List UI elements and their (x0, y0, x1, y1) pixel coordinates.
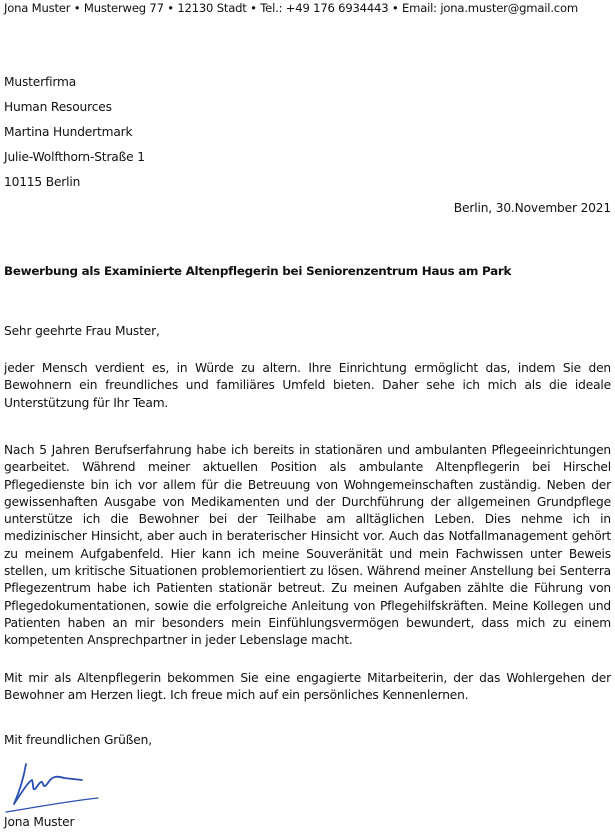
sender-line: Jona Muster • Musterweg 77 • 12130 Stadt • Tel.: +49 176 6934443 • Email: jona.muster@gmail.com (4, 1, 578, 15)
closing-phrase: Mit freundlichen Grüßen, (4, 733, 152, 747)
signature-name: Jona Muster (4, 815, 75, 829)
signature-image (2, 758, 112, 814)
paragraph-experience: Nach 5 Jahren Berufserfahrung habe ich bereits in stationären und ambulanten Pflegeeinrichtungen gearbeitet. Während meiner aktuellen Position als ambulante Altenpflegerin bei Hirschel Pflegedienste bin ich vor allem für die Betreuung von Wohngemeinschaften zuständig. Neben der gewissenhaften Ausgabe von Medikamenten und der Durchführung der allgemeinen Grundpflege unterstütze ich die Bewohner bei der Teilhabe am alltäglichen Leben. Dies nehme ich in medizinischer Hinsicht, aber auch in beraterischer Hinsicht vor. Auch das Notfallmanagement gehört zu meinem Aufgabenfeld. Hier kann ich meine Souveränität und mein Fachwissen unter Beweis stellen, um kritische Situationen problemorientiert zu lösen. Während meiner Anstellung bei Senterra Pflegezentrum habe ich Patienten stationär betreut. Zu meinen Aufgaben zählte die Führung von Pflegedokumentationen, sowie die erfolgreiche Anleitung von Pflegehilfskräften. Meine Kollegen und Patienten haben an mir besonders mein Einfühlungsvermögen bewundert, dass mich zu einem kompetenten Ansprechpartner in jeder Lebenslage macht. (4, 443, 611, 648)
recipient-department: Human Resources (4, 100, 112, 114)
subject-line: Bewerbung als Examinierte Altenpflegerin bei Seniorenzentrum Haus am Park (4, 264, 512, 278)
recipient-address (4, 74, 145, 199)
paragraph-intro: jeder Mensch verdient es, in Würde zu altern. Ihre Einrichtung ermöglicht das, indem Sie den Bewohnern ein freundliches und familiäres Umfeld bieten. Daher sehe ich mich als die ideale Unterstützung für Ihr Team. (4, 361, 611, 410)
recipient-street: Julie-Wolfthorn-Straße 1 (4, 150, 145, 164)
recipient-contact: Martina Hundertmark (4, 125, 133, 139)
salutation: Sehr geehrte Frau Muster, (4, 324, 160, 338)
recipient-company: Musterfirma (4, 75, 77, 89)
date-line: Berlin, 30.November 2021 (453, 201, 611, 215)
paragraph-closing: Mit mir als Altenpflegerin bekommen Sie eine engagierte Mitarbeiterin, der das Wohlergehen der Bewohner am Herzen liegt. Ich freue mich auf ein persönliches Kennenlernen. (4, 671, 611, 703)
recipient-city: 10115 Berlin (4, 175, 81, 189)
